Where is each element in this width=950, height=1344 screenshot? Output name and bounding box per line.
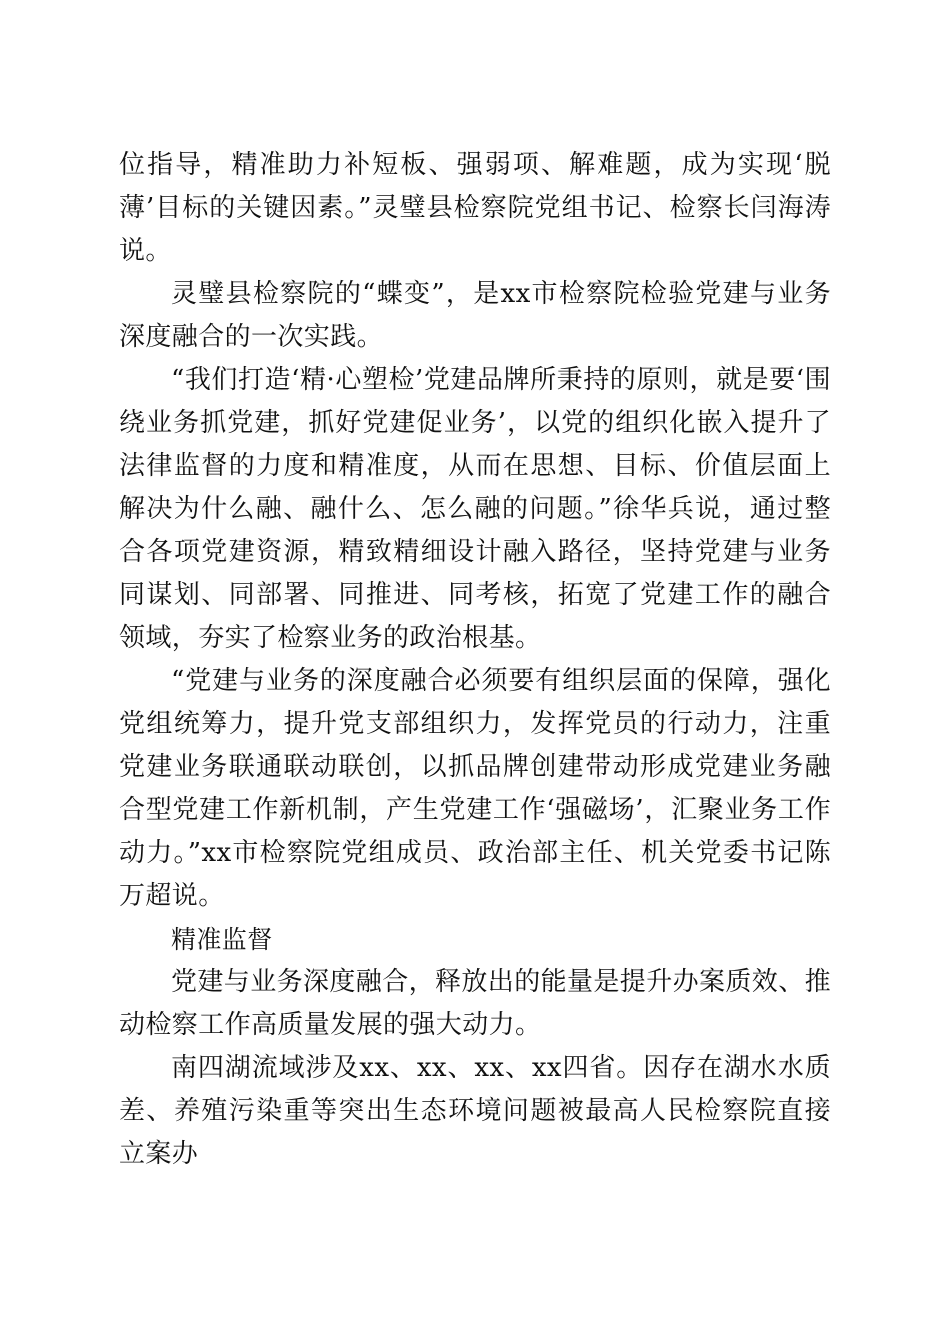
paragraph-continuation: 位指导，精准助力补短板、强弱项、解难题，成为实现‘脱薄’目标的关键因素。”灵璧县检察院党组书记、检察长闫海涛说。 — [119, 150, 831, 266]
paragraph: 灵璧县检察院的“蝶变”，是xx市检察院检验党建与业务深度融合的一次实践。 — [119, 279, 831, 352]
paragraph: 南四湖流域涉及xx、xx、xx、xx四省。因存在湖水水质差、养殖污染重等突出生态环境问题被最高人民检察院直接立案办 — [119, 1053, 831, 1169]
document-body — [119, 144, 831, 1176]
paragraph: “党建与业务的深度融合必须要有组织层面的保障，强化党组统筹力，提升党支部组织力，发挥党员的行动力，注重党建业务联通联动联创，以抓品牌创建带动形成党建业务融合型党建工作新机制，产生党建工作‘强磁场’，汇聚业务工作动力。”xx市检察院党组成员、政治部主任、机关党委书记陈万超说。 — [119, 666, 831, 911]
section-heading: 精准监督 — [171, 925, 273, 954]
paragraph: “我们打造‘精·心塑检’党建品牌所秉持的原则，就是要‘围绕业务抓党建，抓好党建促业务’，以党的组织化嵌入提升了法律监督的力度和精准度，从而在思想、目标、价值层面上解决为什么融、融什么、怎么融的问题。”徐华兵说，通过整合各项党建资源，精致精细设计融入路径，坚持党建与业务同谋划、同部署、同推进、同考核，拓宽了党建工作的融合领域，夯实了检察业务的政治根基。 — [119, 365, 831, 653]
paragraph: 党建与业务深度融合，释放出的能量是提升办案质效、推动检察工作高质量发展的强大动力。 — [119, 967, 832, 1040]
